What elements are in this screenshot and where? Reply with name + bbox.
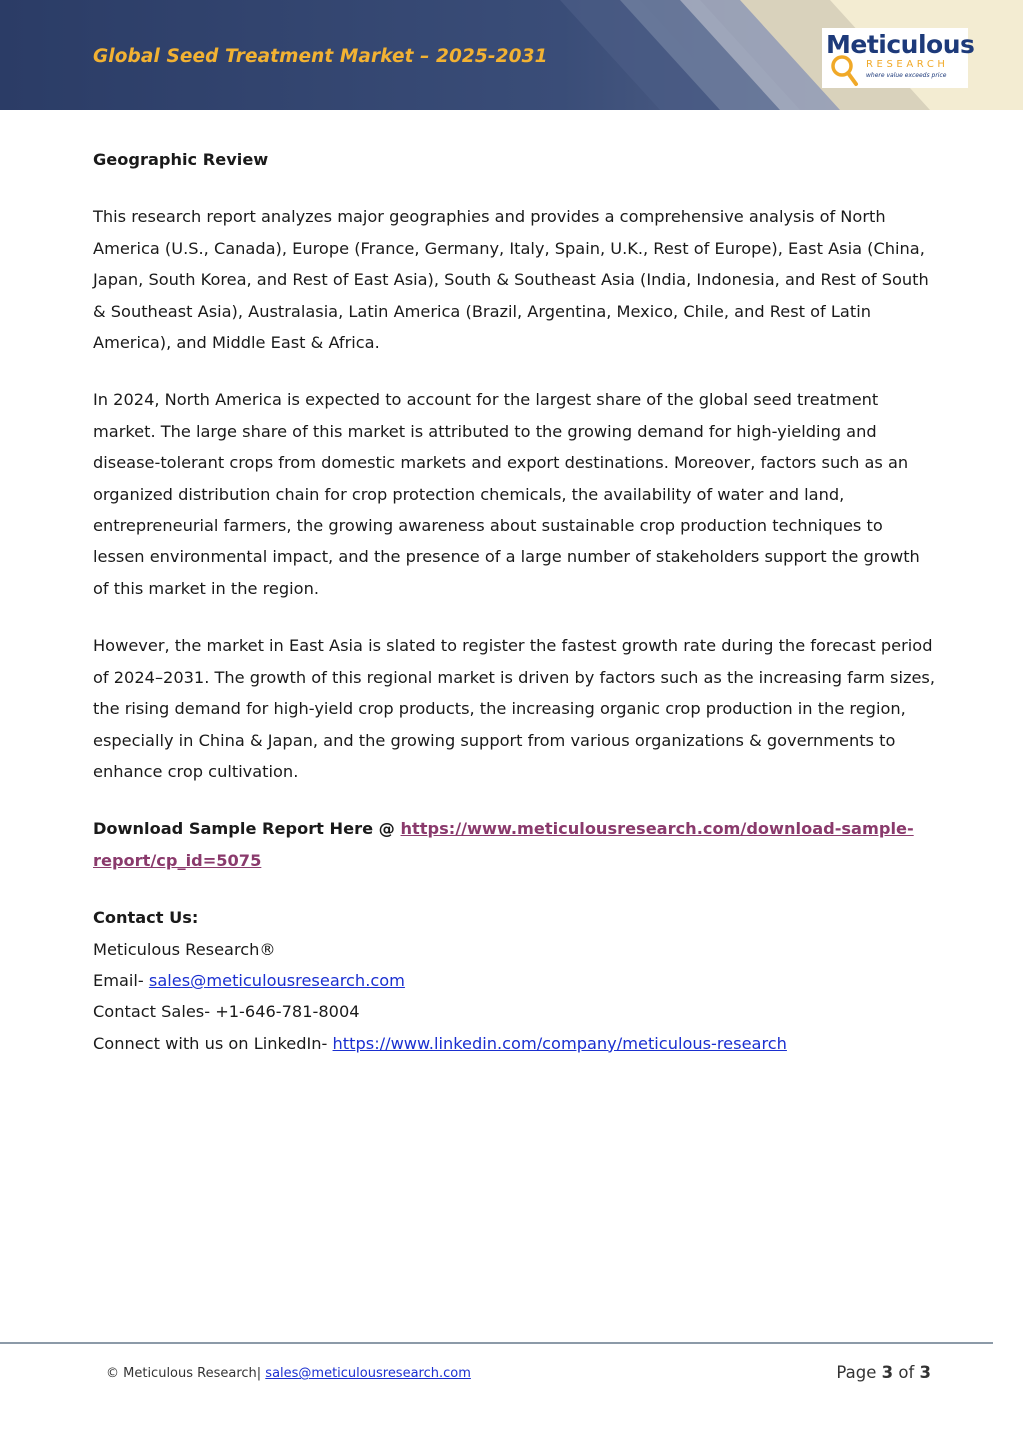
footer-email-link[interactable]: sales@meticulousresearch.com <box>265 1366 471 1381</box>
contact-heading: Contact Us: <box>93 908 199 928</box>
linkedin-link[interactable]: https://www.linkedin.com/company/meticulous-research <box>332 1033 787 1053</box>
footer-divider <box>0 1342 993 1344</box>
logo-name: Meticulous <box>826 30 975 59</box>
header-banner <box>0 0 1023 110</box>
contact-email-line: Email- sales@meticulousresearch.com <box>93 970 405 990</box>
footer-copyright: © Meticulous Research| sales@meticulousresearch.com <box>106 1366 471 1381</box>
section-heading: Geographic Review <box>93 150 269 169</box>
document-body <box>93 144 938 1059</box>
page-number: Page 3 of 3 <box>836 1363 931 1382</box>
logo-tagline: where value exceeds price <box>866 72 947 79</box>
contact-email-link[interactable]: sales@meticulousresearch.com <box>148 970 405 990</box>
paragraph-east-asia: However, the market in East Asia is slated to register the fastest growth rate during the forecast period of 2024–2031. The growth of this regional market is driven by factors such as the increasing farm sizes, the rising demand for high-yield crop products, the increasing organic crop production in the region, especially in China & Japan, and the growing support from various organizations & governments to enhance crop cultivation. <box>93 636 936 781</box>
download-line <box>93 813 938 876</box>
download-label: Download Sample Report Here @ <box>93 819 401 839</box>
company-logo <box>822 28 975 88</box>
header-title: Global Seed Treatment Market – 2025-2031 <box>93 46 548 67</box>
paragraph-north-america: In 2024, North America is expected to account for the largest share of the global seed treatment market. The large share of this market is attributed to the growing demand for high-yielding and disease-tolerant crops from domestic markets and export destinations. Moreover, factors such as an organized distribution chain for crop protection chemicals, the availability of water and land, entrepreneurial farmers, the growing awareness about sustainable crop production techniques to lessen environmental impact, and the presence of a large number of stakeholders support the growth of this market in the region. <box>93 390 920 598</box>
contact-sales: Contact Sales- +1-646-781-8004 <box>93 1002 360 1022</box>
logo-subtitle: RESEARCH <box>866 59 949 70</box>
magnifier-icon <box>824 54 868 88</box>
contact-company: Meticulous Research® <box>93 939 276 959</box>
contact-linkedin-line: Connect with us on LinkedIn- https://www.linkedin.com/company/meticulous-research <box>93 1033 787 1053</box>
paragraph-geographies: This research report analyzes major geographies and provides a comprehensive analysis of North America (U.S., Canada), Europe (France, Germany, Italy, Spain, U.K., Rest of Europe), East Asia (China, Japan, South Korea, and Rest of East Asia), South & Southeast Asia (India, Indonesia, and Rest of South & Southeast Asia), Australasia, Latin America (Brazil, Argentina, Mexico, Chile, and Rest of Latin America), and Middle East & Africa. <box>93 207 929 353</box>
download-sample-link[interactable]: https://www.meticulousresearch.com/download-sample-report/cp_id=5075 <box>93 819 914 870</box>
